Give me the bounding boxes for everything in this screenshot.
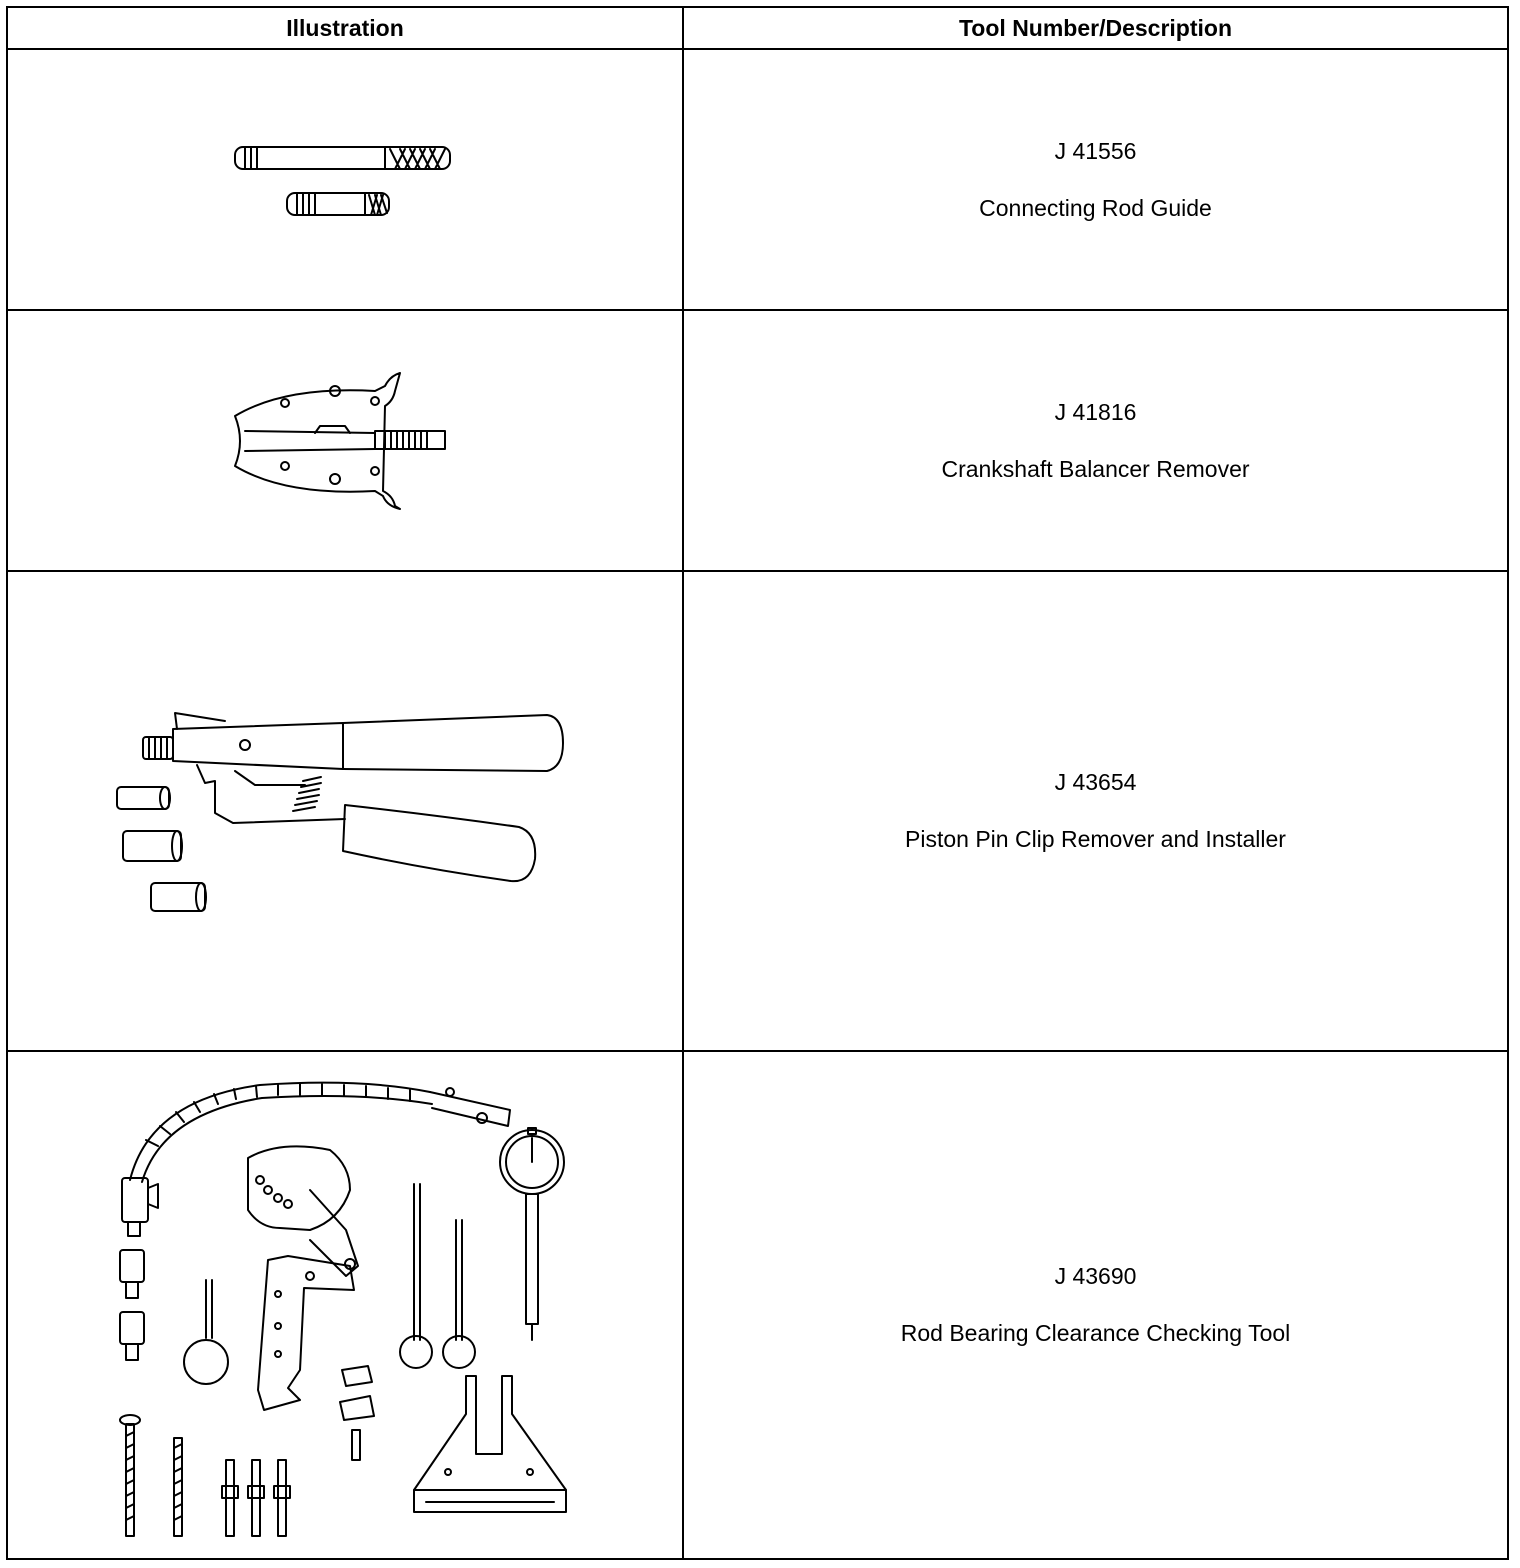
table-row [7,571,1508,1051]
illustration-cell [7,49,683,310]
table-header-row [7,7,1508,49]
tool-number: J 43654 [1054,769,1137,795]
illustration-cell [7,1051,683,1559]
table-row [7,1051,1508,1559]
rod-bearing-clearance-tool-illustration [110,1070,580,1540]
table-row [7,310,1508,571]
description-cell [683,310,1508,571]
header-illustration: Illustration [7,7,683,49]
tool-description: Connecting Rod Guide [979,194,1212,221]
tool-description: Crankshaft Balancer Remover [941,455,1250,482]
illustration-cell [7,310,683,571]
tool-number: J 43690 [1054,1263,1137,1289]
tool-description: Piston Pin Clip Remover and Installer [905,826,1286,852]
table-row [7,49,1508,310]
illustration-cell [7,571,683,1051]
tool-number: J 41816 [1054,398,1137,425]
connecting-rod-guide-illustration [225,135,465,225]
description-cell [683,1051,1508,1559]
tool-number: J 41556 [1054,137,1137,164]
header-tool-description: Tool Number/Description [683,7,1508,49]
description-cell [683,49,1508,310]
crankshaft-balancer-remover-illustration [225,371,465,511]
piston-pin-clip-tool-illustration [115,701,575,921]
description-cell [683,571,1508,1051]
tool-description: Rod Bearing Clearance Checking Tool [900,1320,1291,1346]
tool-table [6,6,1509,1560]
